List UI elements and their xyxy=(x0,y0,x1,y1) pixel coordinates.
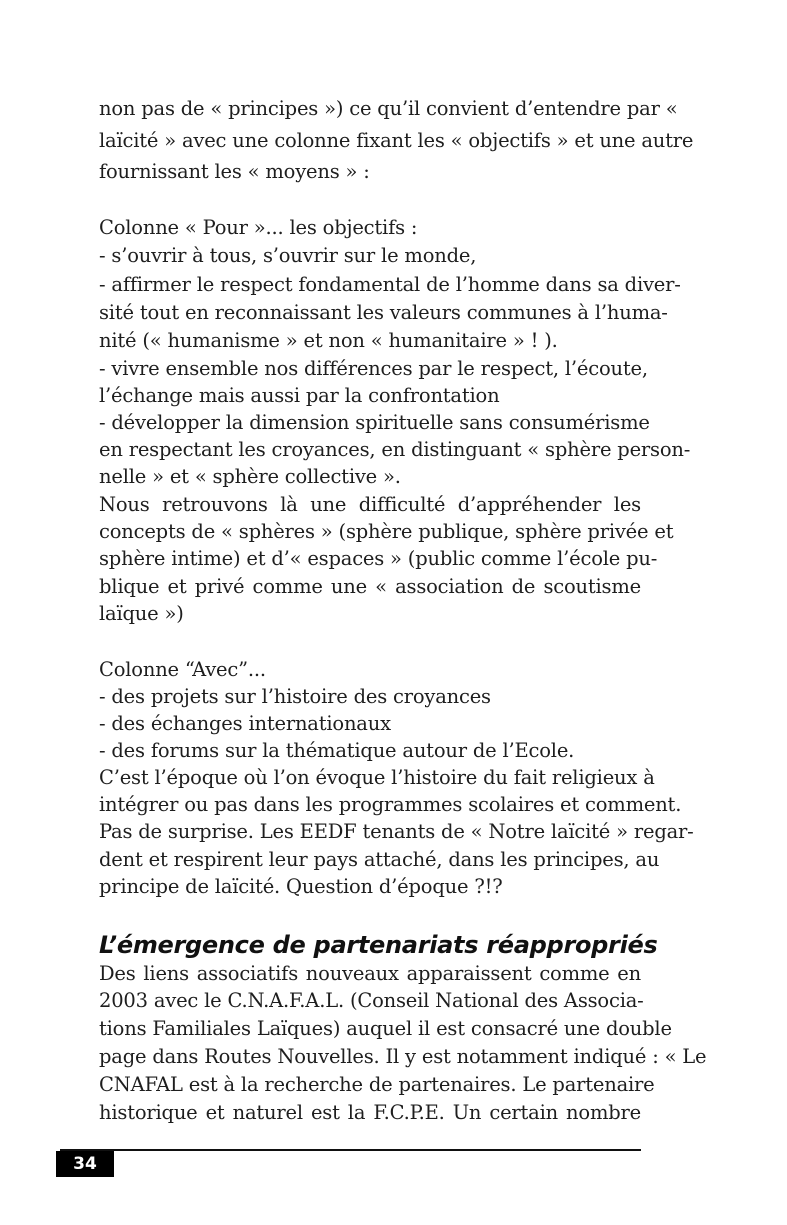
column-avec-line: - des forums sur la thématique autour de l’Ecole. xyxy=(99,739,575,762)
section-line: 2003 avec le C.N.A.F.A.L. (Conseil National des Associa- xyxy=(99,989,644,1012)
column-avec-line: intégrer ou pas dans les programmes scolaires et comment. xyxy=(99,793,682,816)
section-line: tions Familiales Laïques) auquel il est consacré une double xyxy=(99,1017,672,1040)
column-pour-line: sité tout en reconnaissant les valeurs communes à l’huma- xyxy=(99,301,668,324)
column-pour-line: - affirmer le respect fondamental de l’homme dans sa diver- xyxy=(99,273,681,296)
column-avec-line: - des échanges internationaux xyxy=(99,712,391,735)
column-pour-title: Colonne « Pour »... les objectifs : xyxy=(99,216,418,239)
footer-rule xyxy=(60,1149,641,1151)
column-pour-line: en respectant les croyances, en distinguant « sphère person- xyxy=(99,438,691,461)
column-avec-line: dent et respirent leur pays attaché, dans les principes, au xyxy=(99,848,660,871)
column-pour-line: Nous retrouvons là une difficulté d’appréhender les xyxy=(99,493,641,516)
column-avec-line: principe de laïcité. Question d’époque ?!? xyxy=(99,875,503,898)
section-line: CNAFAL est à la recherche de partenaires. Le partenaire xyxy=(99,1073,655,1096)
column-avec-line: Pas de surprise. Les EEDF tenants de « Notre laïcité » regar- xyxy=(99,820,694,843)
column-pour-line: concepts de « sphères » (sphère publique, sphère privée et xyxy=(99,520,674,543)
section-line: historique et naturel est la F.C.P.E. Un certain nombre xyxy=(99,1101,641,1124)
intro-line: fournissant les « moyens » : xyxy=(99,160,370,183)
column-pour-line: sphère intime) et d’« espaces » (public comme l’école pu- xyxy=(99,547,658,570)
intro-line: laïcité » avec une colonne fixant les « objectifs » et une autre xyxy=(99,129,694,152)
page-number: 34 xyxy=(56,1151,114,1177)
column-pour-line: nité (« humanisme » et non « humanitaire » ! ). xyxy=(99,329,558,352)
section-line: Des liens associatifs nouveaux apparaissent comme en xyxy=(99,962,641,985)
intro-line: non pas de « principes ») ce qu’il convient d’entendre par « xyxy=(99,97,678,120)
section-heading: L’émergence de partenariats réappropriés xyxy=(99,931,658,959)
column-pour-line: laïque ») xyxy=(99,602,184,625)
column-avec-title: Colonne “Avec”... xyxy=(99,658,266,681)
column-avec-line: C’est l’époque où l’on évoque l’histoire du fait religieux à xyxy=(99,766,655,789)
column-avec-line: - des projets sur l’histoire des croyances xyxy=(99,685,491,708)
column-pour-line: - vivre ensemble nos différences par le respect, l’écoute, xyxy=(99,357,648,380)
section-line: page dans Routes Nouvelles. Il y est notamment indiqué : « Le xyxy=(99,1045,707,1068)
column-pour-line: l’échange mais aussi par la confrontation xyxy=(99,384,500,407)
column-pour-line: - développer la dimension spirituelle sans consumérisme xyxy=(99,411,650,434)
column-pour-line: blique et privé comme une « association de scoutisme xyxy=(99,575,641,598)
column-pour-line: - s’ouvrir à tous, s’ouvrir sur le monde, xyxy=(99,244,477,267)
column-pour-line: nelle » et « sphère collective ». xyxy=(99,465,401,488)
